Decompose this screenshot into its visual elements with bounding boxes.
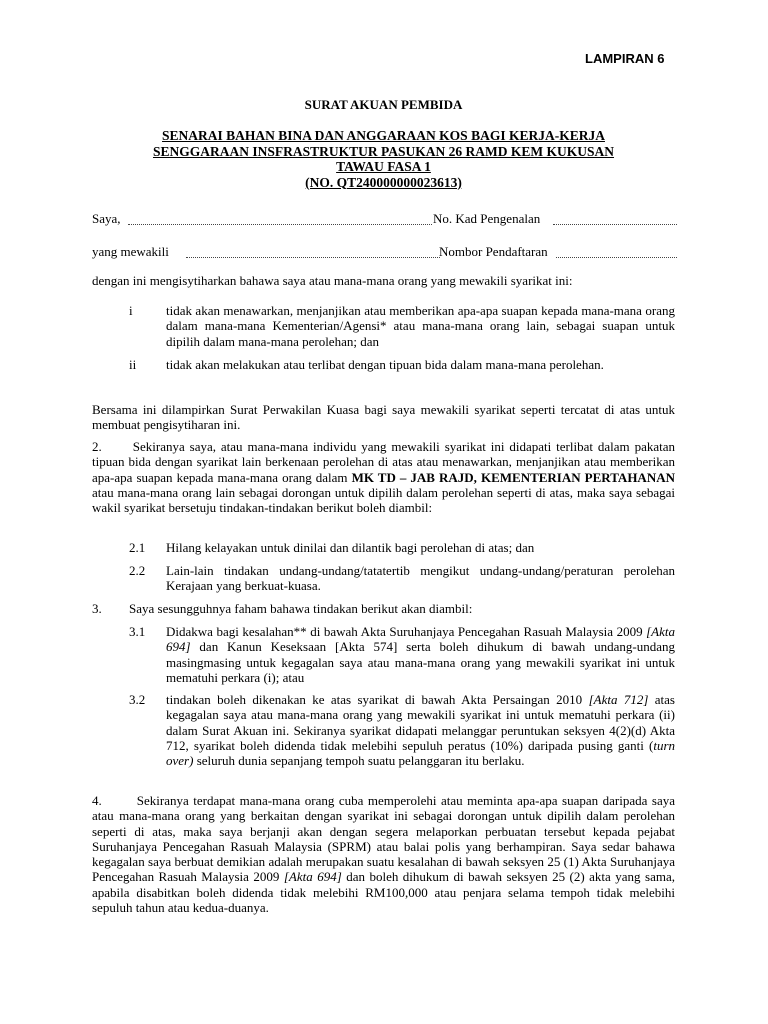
act-reference: [Akta 694] [166,624,675,655]
nombor-pendaftaran-label: Nombor Pendaftaran [439,244,548,259]
company-field[interactable] [186,257,440,258]
paragraph-number: 3. [92,601,102,616]
wakil-row [92,244,677,260]
item-number: 3.1 [129,624,146,639]
declaration-item [92,303,675,351]
subtitle-line: SENGGARAAN INSFRASTRUKTUR PASUKAN 26 RAMD KEM KUKUSAN [152,143,615,159]
paragraph-text: Sekiranya saya, atau mana-mana individu yang mewakili syarikat ini didapati terlibat dalam pakatan tipuan bida dengan syarikat lain berkenaan perolehan di atas atau menawarkan, menjanjikan atau memberikan apa-apa suapan kepada mana-mana orang dalam [92,439,675,485]
nombor-pendaftaran-field[interactable] [556,257,677,258]
item-text: Hilang kelayakan untuk dinilai dan dilantik bagi perolehan di atas; dan [166,540,535,555]
item-text: Lain-lain tindakan undang-undang/tatatertib mengikut undang-undang/peraturan perolehan Kerajaan yang berkuat-kuasa. [166,563,675,594]
paragraph-number: 2. [92,439,102,454]
item-number: 2.2 [129,563,146,578]
item-text-part: Didakwa bagi kesalahan** di bawah Akta Suruhanjaya Pencegahan Rasuah Malaysia 2009 [166,624,647,639]
name-field[interactable] [128,224,432,225]
paragraph-number: 4. [92,793,102,808]
declaration-item [92,357,675,375]
item-text-part: seluruh dunia sepanjang tempoh suatu pelanggaran itu berlaku. [193,753,525,769]
item-number: 2.1 [129,540,146,555]
item-number: i [129,303,133,318]
paragraph-text: atau mana-mana orang lain sebagai dorongan untuk dipilih dalam perolehan seperti di atas, maka saya sebagai wakil syarikat bersetuju tindakan-tindakan berikut boleh diambil: [92,484,675,516]
paragraph-text: dan boleh dihukum di bawah seksyen 25 (2) akta yang sama, apabila disabitkan boleh didenda tidak melebihi RM100,000 atau penjara selama tempoh tidak melebihi sepuluh tahun atau kedua-duanya. [92,869,675,916]
paragraph-text: Sekiranya terdapat mana-mana orang cuba memperolehi atau meminta apa-apa suapan daripada saya atau mana-mana orang yang berkaitan dengan syarikat ini sebagai dorongan untuk dipilih dalam perolehan seperti di atas, maka saya berjanji akan dengan segera melaporkan perbuatan tersebut kepada pejabat Suruhanjaya Pencegahan Rasuah Malaysia (SPRM) atau balai polis yang berhampiran. Saya sedar bahawa kegagalan saya berbuat demikian adalah merupakan suatu kesalahan di bawah seksyen 25 (1) Akta Suruhanjaya Pencegahan Rasuah Malaysia 2009 [92,793,675,885]
item-text-part: atas kegagalan saya atau mana-mana orang yang mewakili syarikat ini untuk mematuhi perkara (ii) dalam Surat Akuan ini. Sekiranya syarikat didapati melanggar peruntukan seksyen 4(2)(d) Akta 712, syarikat boleh didenda tidak melebihi sepuluh peratus (10%) daripada pusing ganti ( [166,692,675,753]
kad-pengenalan-field[interactable] [553,224,677,225]
saya-row [92,211,677,227]
document-title: SURAT AKUAN PEMBIDA [304,97,463,112]
document-subtitle [92,128,675,190]
item-text [166,624,675,685]
ministry-name: MK TD – JAB RAJD, KEMENTERIAN PERTAHANAN [351,469,675,485]
item-text-part: tindakan boleh dikenakan ke atas syarikat di bawah Akta Persaingan 2010 [166,692,589,707]
wakil-label: yang mewakili [92,244,169,259]
reference-number: (NO. QT240000000023613) [305,174,462,190]
paragraph-bersama: Bersama ini dilampirkan Surat Perwakilan Kuasa bagi saya mewakili syarikat seperti tercatat di atas untuk membuat pengisytiharan ini. [92,402,675,433]
act-reference: [Akta 712] [588,692,649,707]
item-number: ii [129,357,137,372]
saya-label: Saya, [92,211,121,226]
paragraph-text: Saya sesungguhnya faham bahawa tindakan berikut akan diambil: [129,601,473,616]
item-text: tidak akan melakukan atau terlibat dengan tipuan bida dalam mana-mana perolehan. [166,357,604,372]
item-text-part: dan Kanun Keseksaan [Akta 574] serta boleh dihukum di bawah undang-undang masingmasing untuk kegagalan saya atau mana-mana orang yang mewakili syarikat ini untuk mematuhi perkara (i); atau [166,639,675,685]
turnover-term: turn over) [166,737,675,769]
subtitle-line: SENARAI BAHAN BINA DAN ANGGARAAN KOS BAGI KERJA-KERJA [162,128,605,143]
declaration-intro: dengan ini mengisytiharkan bahawa saya atau mana-mana orang yang mewakili syarikat ini: [92,273,573,288]
item-number: 3.2 [129,692,146,707]
item-text [166,692,675,768]
act-reference: [Akta 694] [283,869,342,885]
paragraph-4 [92,793,675,915]
lampiran-label: LAMPIRAN 6 [585,51,665,66]
item-text: tidak akan menawarkan, menjanjikan atau memberikan apa-apa suapan kepada mana-mana orang dalam mana-mana Kementerian/Agensi* atau mana-mana orang lain, sebagai suapan untuk dipilih dalam mana-mana perolehan; dan [166,303,675,349]
paragraph-2 [92,439,675,515]
kad-pengenalan-label: No. Kad Pengenalan [433,211,541,226]
subtitle-line: TAWAU FASA 1 [336,159,431,174]
